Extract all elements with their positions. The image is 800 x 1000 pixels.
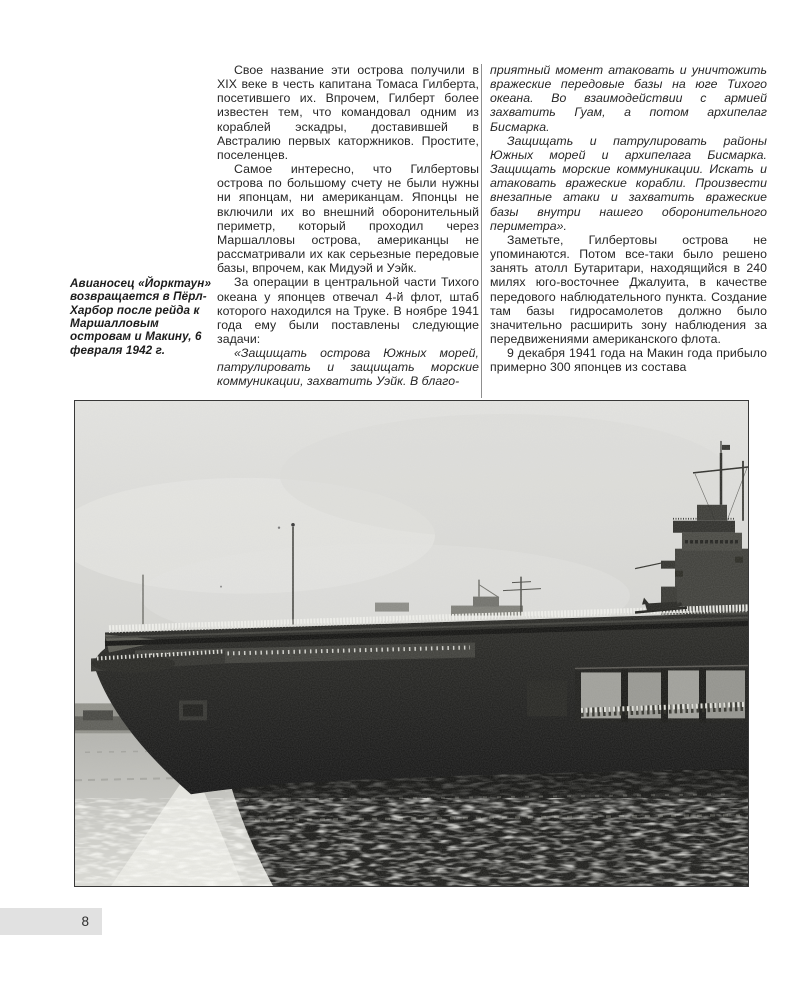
column-divider-rule [481, 64, 482, 398]
paragraph-quote: «Защищать острова Южных морей, патрулировать и защищать морские коммуникации, захватить Уэйк. В благо- [217, 346, 479, 389]
paragraph-quote: Защищать и патрулировать районы Южных морей и архипелага Бисмарка. Защищать морские коммуникации. Искать и атаковать вражеские корабли. Произвести внезапные атаки и захватить вражеские базы внутри нашего оборонительного периметра». [490, 133, 767, 233]
paragraph: Заметьте, Гилбертовы острова не упоминаются. Потом все-таки было решено занять атолл Бутаритари, находящийся в 240 милях юго-восточнее Джалуита, в качестве передового наблюдательного пункта. Создание там базы гидросамолетов должно было значительно расширить зону наблюдения за передвижениями американского флота. [490, 232, 767, 346]
carrier-photo [74, 400, 749, 887]
text-column-left [217, 63, 479, 389]
page-number: 8 [81, 914, 89, 929]
paragraph: 9 декабря 1941 года на Макин года прибыло примерно 300 японцев из состава [490, 346, 767, 375]
paragraph-quote: приятный момент атаковать и уничтожить вражеские передовые базы на юге Тихого океана. Во взаимодействии с армией захватить Гуам, а потом архипелаг Бисмарка. [490, 63, 767, 134]
paragraph: Самое интересно, что Гилбертовы острова по большому счету не были нужны ни японцам, ни американцам. Японцы не включили их во внешний оборонительный периметр, который проходил через Маршалловы острова, американцы не рассматривали их как серьезные передовые базы, впрочем, как Мидуэй и Уэйк. [217, 162, 479, 276]
paragraph: За операции в центральной части Тихого океана у японцев отвечал 4-й флот, штаб которого находился на Труке. В ноябре 1941 года ему были поставлены следующие задачи: [217, 275, 479, 346]
page-number-bar [0, 908, 102, 935]
text-column-right [490, 63, 767, 374]
paragraph: Свое название эти острова получили в XIX веке в честь капитана Томаса Гилберта, посетившего их. Впрочем, Гилберт более известен тем, что командовал одним из кораблей эскадры, доставившей в Австралию первых каторжников. Простите, поселенцев. [217, 63, 479, 162]
carrier-photo-art [75, 401, 748, 886]
photo-caption: Авианосец «Йорктаун» возвращается в Пёрл-Харбор после рейда к Маршалловым островам и Макину, 6 февраля 1942 г. [70, 277, 212, 357]
